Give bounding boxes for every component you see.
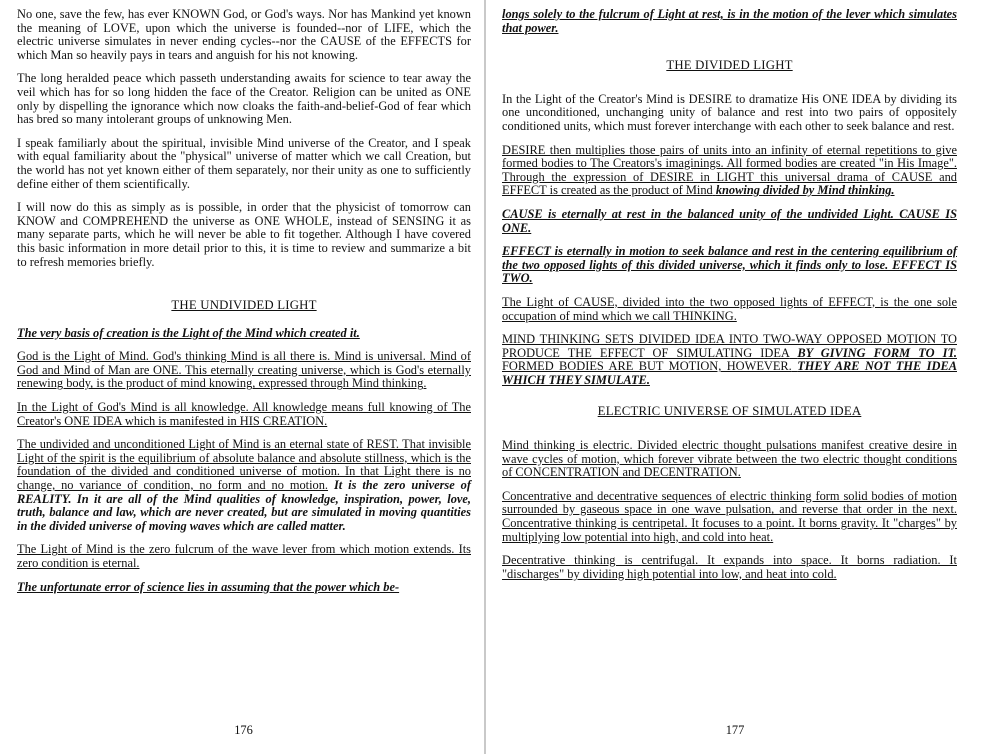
right-paragraph-5: The Light of CAUSE, divided into the two opposed lights of EFFECT, is the one sole occupation of mind which we call THINKING. (502, 294, 957, 323)
left-paragraph-7: In the Light of God's Mind is all knowledge. All knowledge means full knowing of The Creator's ONE IDEA which is manifested in HIS CREATION. (17, 400, 471, 428)
right-paragraph-7: Mind thinking is electric. Divided electric thought pulsations manifest creative desire in wave cycles of motion, which forever vibrate between the two electric thought conditions of CONCENTRATION and DECENTRATION. (502, 438, 957, 480)
left-paragraph-8 (17, 438, 471, 533)
right-paragraph-2-text: DESIRE then multiplies those pairs of units into an infinity of eternal repetitions to give formed bodies to The Creators's imaginings. All formed bodies are created "in His Image". Through the expression of DESIRE in LIGHT this universal drama of CAUSE and EFFECT is created as the product of Mind (502, 142, 957, 198)
left-paragraph-10: The unfortunate error of science lies in assuming that the power which be- (17, 579, 400, 594)
left-paragraph-8-italic: It is the zero universe of REALITY. In it are all of the Mind qualities of knowledge, inspiration, power, love, truth, balance and law, which are never created, but are simulated in moving quantities in the divided universe of moving waves which are called matter. (17, 478, 471, 533)
left-paragraph-6: God is the Light of Mind. God's thinking Mind is all there is. Mind is universal. Mind of God and Mind of Man are ONE. This eternally creating universe, which is God's eternally renewing body, is the product of mind knowing, expressed through Mind thinking. (17, 349, 471, 391)
right-paragraph-1: In the Light of the Creator's Mind is DESIRE to dramatize His ONE IDEA by dividing its one unconditioned, unchanging unity of balance and rest into two pairs of oppositely conditioned units, which must forever interchange with each other to seek balance and rest. (502, 91, 957, 133)
left-paragraph-4: I will now do this as simply as is possible, in order that the physicist of tomorrow can KNOW and COMPREHEND the universe as ONE WHOLE, instead of SENSING it as many separate parts, which he will never be able to fit together. Although I have covered this basic information in more detail prior to this, it is time to review and summarize a bit to refresh memories briefly. (17, 200, 471, 269)
heading-divided-light: THE DIVIDED LIGHT (666, 58, 793, 73)
right-paragraph-2 (502, 144, 957, 198)
right-paragraph-9: Decentrative thinking is centrifugal. It expands into space. It borns radiation. It "discharges" by dividing high potential into low, and heat into cold. (502, 553, 957, 581)
right-paragraph-6 (502, 333, 957, 387)
left-paragraph-3: I speak familiarly about the spiritual, invisible Mind universe of the Creator, and I speak with equal familiarity about the "physical" universe of matter which we call Creation, but the world has not yet known either of them separately, nor their unity as one to sufficiently define either of them scientifically. (17, 135, 471, 191)
left-paragraph-8-text: The undivided and unconditioned Light of Mind is an eternal state of REST. That invisible Light of the spirit is the equilibrium of absolute balance and absolute stillness, which is the foundation of the divided and conditioned universe of motion. In that Light there is no change, no variance of condition, no form and no motion. (17, 437, 471, 493)
right-paragraph-6-italic: BY GIVING FORM TO IT. (797, 345, 957, 360)
right-paragraph-3: CAUSE is eternally at rest in the balanced unity of the undivided Light. CAUSE IS ONE. (502, 206, 957, 235)
left-page (0, 0, 487, 754)
right-paragraph-6-italic-2: THEY ARE NOT THE IDEA WHICH THEY SIMULATE. (502, 359, 957, 387)
right-continuation: longs solely to the fulcrum of Light at rest, is in the motion of the lever which simulates that power. (502, 7, 957, 35)
page-number-left: 176 (234, 723, 253, 737)
heading-electric-universe: ELECTRIC UNIVERSE OF SIMULATED IDEA (597, 404, 862, 419)
heading-undivided-light: THE UNDIVIDED LIGHT (171, 298, 317, 313)
left-paragraph-5: The very basis of creation is the Light of the Mind which created it. (17, 325, 360, 340)
right-paragraph-8: Concentrative and decentrative sequences of electric thinking form solid bodies of motion surrounded by gaseous space in one wave pulsation, and reverse that order in the next. Concentrative thinking is centripetal. It focuses to a point. It borns gravity. It "charges" by multiplying low potential into high, and cold into heat. (502, 488, 957, 544)
left-paragraph-2: The long heralded peace which passeth understanding awaits for science to tear away the veil which has for so long hidden the face of the Creator. Religion can be united as ONE only by dispelling the ignorance which now cloaks the faith-and-belief-God of fear which has bred so many intolerant groups of unknowing Men. (17, 71, 471, 127)
right-page (487, 0, 983, 754)
right-paragraph-6-text: MIND THINKING SETS DIVIDED IDEA INTO TWO-WAY OPPOSED MOTION TO PRODUCE THE EFFECT OF SIMULATING IDEA (502, 332, 957, 360)
right-paragraph-6-text-2: FORMED BODIES ARE BUT MOTION, HOWEVER. (502, 359, 792, 374)
right-paragraph-2-italic: knowing divided by Mind thinking. (715, 183, 895, 198)
page-number-right: 177 (725, 723, 745, 737)
left-paragraph-9: The Light of Mind is the zero fulcrum of the wave lever from which motion extends. Its zero condition is eternal. (17, 542, 471, 570)
right-paragraph-4: EFFECT is eternally in motion to seek balance and rest in the centering equilibrium of the two opposed lights of this divided universe, which it finds only to lose. EFFECT IS TWO. (502, 244, 957, 286)
left-paragraph-1: No one, save the few, has ever KNOWN God, or God's ways. Nor has Mankind yet known the meaning of LOVE, upon which the universe is founded--nor of LIFE, which the electric universe simulates in never ending cycles--nor the CAUSE of the EFFECTS for which Man so heavily pays in tears and anguish for his not knowing. (17, 7, 471, 62)
